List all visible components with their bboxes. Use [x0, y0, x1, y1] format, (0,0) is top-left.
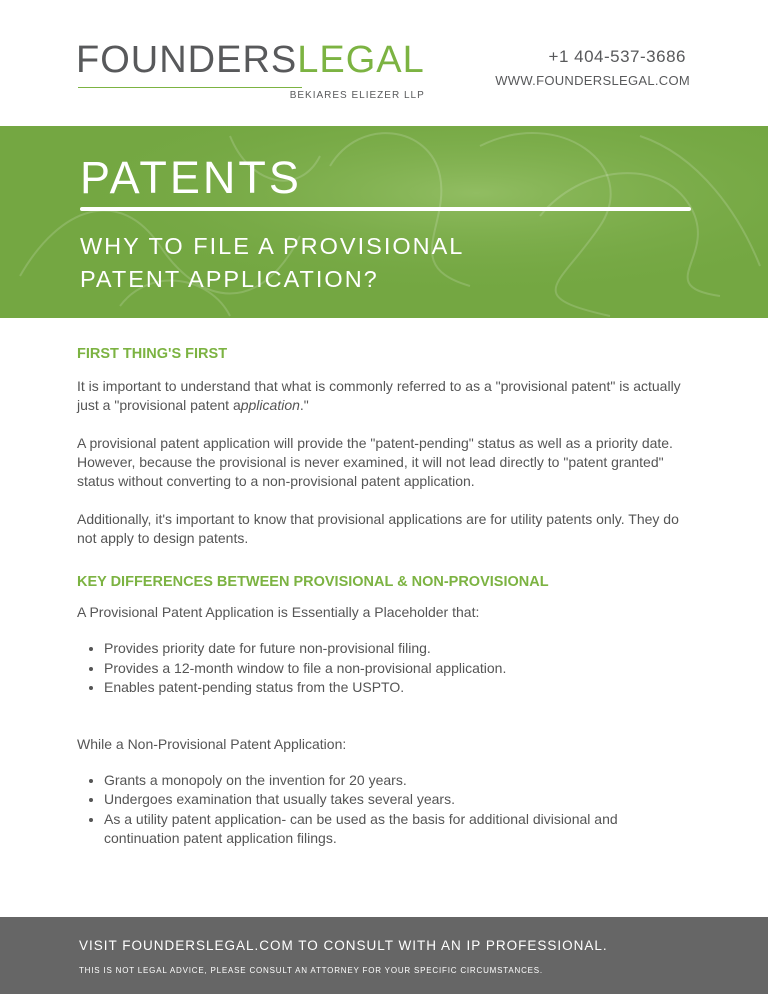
- banner-subtitle-line2: PATENT APPLICATION?: [80, 266, 379, 292]
- paragraph-italic-text: pplication: [240, 397, 300, 413]
- banner-subtitle-line1: WHY TO FILE A PROVISIONAL: [80, 233, 465, 259]
- paragraph-provisional-definition: [77, 377, 697, 415]
- list-item: • As a utility patent application- can be used as the basis for additional divisional and continuation patent application filings.: [104, 810, 697, 849]
- banner-title: PATENTS: [80, 152, 302, 203]
- list-item: • Undergoes examination that usually takes several years.: [104, 790, 697, 810]
- paragraph-text-end: .": [299, 397, 309, 413]
- website-url: WWW.FOUNDERSLEGAL.COM: [495, 73, 690, 88]
- nonprovisional-lead-text: While a Non-Provisional Patent Application:: [77, 735, 347, 752]
- page-footer: [0, 917, 768, 994]
- founders-legal-logo: [76, 39, 425, 101]
- page-header: [0, 0, 768, 126]
- paragraph-patent-pending: A provisional patent application will provide the "patent-pending" status as well as a priority date. However, because the provisional is never examined, it will not lead directly to "patent granted" status without converting to a non-provisional patent application.: [77, 435, 673, 489]
- provisional-bullet-list: [77, 639, 697, 698]
- section-heading-key-differences: KEY DIFFERENCES BETWEEN PROVISIONAL & NON-PROVISIONAL: [77, 574, 549, 590]
- list-item: • Provides priority date for future non-provisional filing.: [104, 639, 697, 659]
- main-content: [77, 346, 697, 849]
- footer-call-to-action: VISIT FOUNDERSLEGAL.COM TO CONSULT WITH AN IP PROFESSIONAL.: [79, 938, 608, 953]
- title-banner: [0, 126, 768, 318]
- phone-number: +1 404-537-3686: [548, 47, 686, 66]
- logo-wordmark: [76, 40, 425, 80]
- list-item: • Provides a 12-month window to file a non-provisional application.: [104, 659, 697, 679]
- paragraph-utility-only: Additionally, it's important to know that provisional applications are for utility patents only. They do not apply to design patents.: [77, 511, 679, 546]
- list-item: • Grants a monopoly on the invention for 20 years.: [104, 771, 697, 791]
- paragraph-text: It is important to understand that what is commonly referred to as a "provisional patent" is actually just a "provisional patent a: [77, 378, 681, 413]
- banner-divider: [80, 207, 691, 211]
- logo-subtitle: BEKIARES ELIEZER LLP: [289, 90, 425, 101]
- list-item: • Enables patent-pending status from the USPTO.: [104, 678, 697, 698]
- logo-legal-text: LEGAL: [297, 39, 425, 81]
- provisional-lead-text: A Provisional Patent Application is Essentially a Placeholder that:: [77, 604, 480, 620]
- logo-underline: [78, 87, 302, 88]
- banner-subtitle: [80, 230, 464, 296]
- section-heading-first-things: FIRST THING'S FIRST: [77, 346, 228, 362]
- nonprovisional-bullet-list: [77, 771, 697, 849]
- footer-disclaimer: THIS IS NOT LEGAL ADVICE, PLEASE CONSULT AN ATTORNEY FOR YOUR SPECIFIC CIRCUMSTANCES.: [79, 966, 543, 975]
- logo-founders-text: FOUNDERS: [76, 39, 298, 81]
